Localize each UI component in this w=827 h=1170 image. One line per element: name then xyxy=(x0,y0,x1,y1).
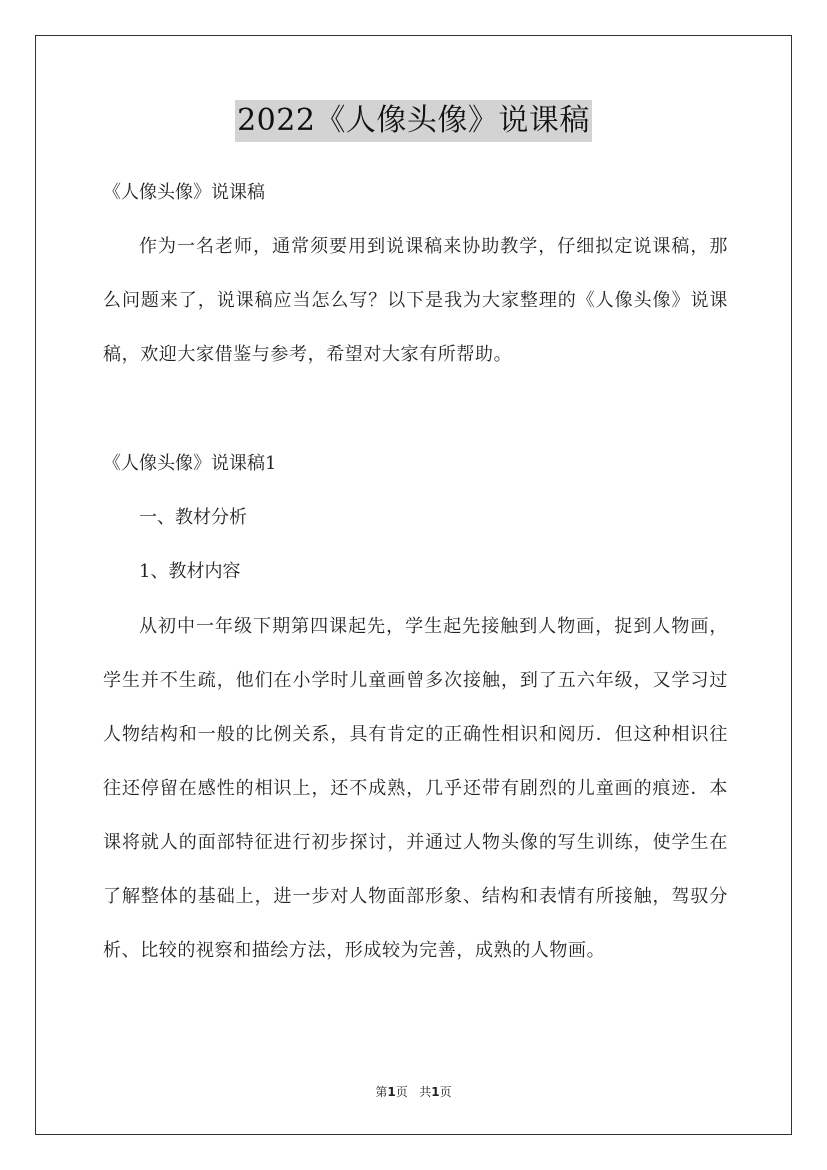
footer-total-suffix: 页 xyxy=(439,1085,452,1099)
title-container xyxy=(0,100,827,142)
footer-page-suffix: 页 xyxy=(395,1085,408,1099)
document-subtitle: 《人像头像》说课稿 xyxy=(103,182,265,203)
body-paragraph: 从初中一年级下期第四课起先，学生起先接触到人物画，捉到人物画，学生并不生疏，他们在小学时儿童画曾多次接触，到了五六年级，又学习过人物结构和一般的比例关系，具有肯定的正确性相识和阅历．但这种相识往往还停留在感性的相识上，还不成熟，几乎还带有剧烈的儿童画的痕迹．本课将就人的面部特征进行初步探讨，并通过人物头像的写生训练，使学生在了解整体的基础上，进一步对人物面部形象、结构和表情有所接触，驾驭分析、比较的视察和描绘方法，形成较为完善，成熟的人物画。 xyxy=(103,616,728,961)
footer-page-label: 第 xyxy=(375,1085,388,1099)
page-footer xyxy=(0,1083,827,1100)
section-title: 《人像头像》说课稿1 xyxy=(103,453,277,474)
document-title: 2022《人像头像》说课稿 xyxy=(235,100,592,142)
heading-textbook-content: 1、教材内容 xyxy=(139,561,241,582)
footer-total-label: 共 xyxy=(419,1085,432,1099)
footer-page-number: 1 xyxy=(387,1085,396,1099)
heading-textbook-analysis: 一、教材分析 xyxy=(139,507,247,528)
intro-paragraph: 作为一名老师，通常须要用到说课稿来协助教学，仔细拟定说课稿，那么问题来了，说课稿应当怎么写？以下是我为大家整理的《人像头像》说课稿，欢迎大家借鉴与参考，希望对大家有所帮助。 xyxy=(103,236,728,365)
footer-total-number: 1 xyxy=(431,1085,440,1099)
